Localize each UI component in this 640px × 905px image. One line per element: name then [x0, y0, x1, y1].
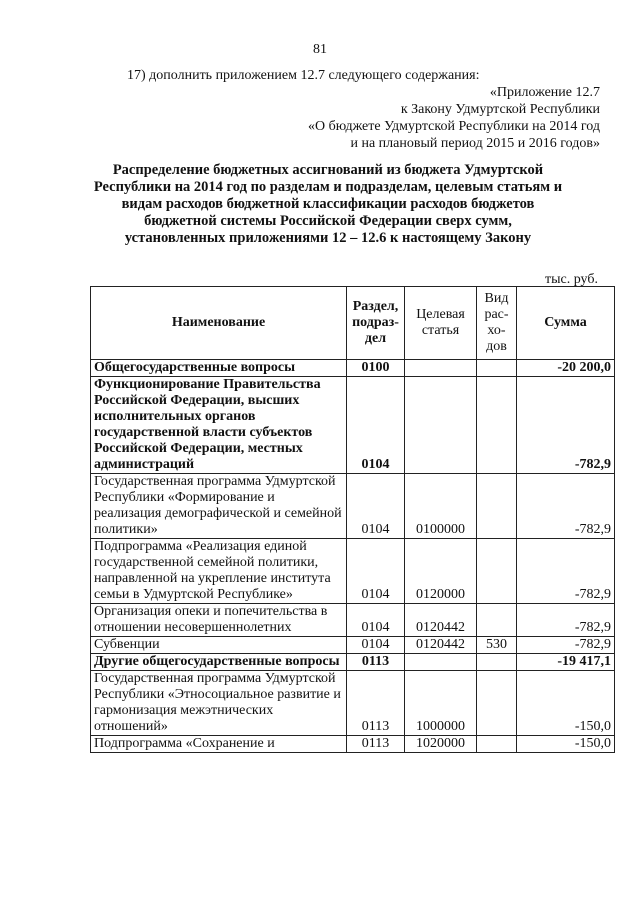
cell-name: Организация опеки и попечительства в отношении несовершеннолетних	[91, 604, 347, 637]
appendix-header	[308, 84, 600, 152]
cell-name: Государственная программа Удмуртской Республики «Этносоциальное развитие и гармонизация межэтнических отношений»	[91, 671, 347, 736]
cell-target: 0120000	[405, 539, 477, 604]
appendix-line: «О бюджете Удмуртской Республики на 2014 год	[307, 119, 600, 134]
table-row	[91, 604, 615, 637]
header-section: Раздел, подраз-дел	[347, 287, 405, 360]
cell-target: 0100000	[405, 474, 477, 539]
cell-section: 0104	[347, 377, 405, 474]
appendix-line: и на плановый период 2015 и 2016 годов»	[350, 136, 600, 151]
title-line: Распределение бюджетных ассигнований из бюджета Удмуртской	[112, 162, 544, 178]
cell-target	[405, 377, 477, 474]
cell-sum: -19 417,1	[517, 654, 615, 671]
cell-sum: -782,9	[517, 539, 615, 604]
cell-target: 0120442	[405, 604, 477, 637]
cell-kind	[477, 654, 517, 671]
table-row	[91, 474, 615, 539]
cell-name: Государственная программа Удмуртской Республики «Формирование и реализация демографической и семейной политики»	[91, 474, 347, 539]
cell-kind	[477, 671, 517, 736]
document-title	[88, 162, 568, 247]
cell-section: 0104	[347, 539, 405, 604]
table-header-row	[91, 287, 615, 360]
cell-kind	[477, 604, 517, 637]
intro-text: 17) дополнить приложением 12.7 следующего содержания:	[127, 68, 480, 83]
table-row	[91, 671, 615, 736]
header-name: Наименование	[91, 287, 347, 360]
title-line: видам расходов бюджетной классификации расходов бюджетов	[121, 196, 535, 212]
header-target: Целевая статья	[405, 287, 477, 360]
cell-sum: -20 200,0	[517, 360, 615, 377]
cell-kind	[477, 360, 517, 377]
cell-name: Подпрограмма «Реализация единой государственной семейной политики, направленной на укрепление института семьи в Удмуртской Республике»	[91, 539, 347, 604]
table-body	[91, 360, 615, 753]
table-row	[91, 539, 615, 604]
cell-target: 1000000	[405, 671, 477, 736]
cell-kind	[477, 736, 517, 753]
page-number: 81	[313, 42, 327, 57]
appendix-line: «Приложение 12.7	[489, 85, 600, 100]
cell-target: 1020000	[405, 736, 477, 753]
cell-sum: -782,9	[517, 474, 615, 539]
cell-name: Общегосударственные вопросы	[91, 360, 347, 377]
budget-table	[90, 286, 615, 753]
cell-name: Другие общегосударственные вопросы	[91, 654, 347, 671]
cell-kind	[477, 474, 517, 539]
appendix-line: к Закону Удмуртской Республики	[400, 102, 600, 117]
cell-section: 0113	[347, 736, 405, 753]
cell-name: Функционирование Правительства Российской Федерации, высших исполнительных органов государственной власти субъектов Российской Федерации, местных администраций	[91, 377, 347, 474]
cell-target	[405, 654, 477, 671]
cell-sum: -782,9	[517, 377, 615, 474]
cell-name: Подпрограмма «Сохранение и	[91, 736, 347, 753]
table-row	[91, 654, 615, 671]
cell-target	[405, 360, 477, 377]
table-row	[91, 736, 615, 753]
header-sum: Сумма	[517, 287, 615, 360]
cell-kind	[477, 377, 517, 474]
title-line: Республики на 2014 год по разделам и подразделам, целевым статьям и	[93, 179, 563, 195]
cell-name: Субвенции	[91, 637, 347, 654]
table-row	[91, 377, 615, 474]
cell-section: 0104	[347, 604, 405, 637]
title-line: установленных приложениями 12 – 12.6 к настоящему Закону	[124, 230, 532, 246]
cell-section: 0104	[347, 474, 405, 539]
cell-sum: -782,9	[517, 637, 615, 654]
cell-section: 0113	[347, 654, 405, 671]
cell-sum: -782,9	[517, 604, 615, 637]
cell-target: 0120442	[405, 637, 477, 654]
cell-kind: 530	[477, 637, 517, 654]
title-line: бюджетной системы Российской Федерации сверх сумм,	[144, 213, 512, 229]
cell-sum: -150,0	[517, 671, 615, 736]
table-row	[91, 360, 615, 377]
cell-kind	[477, 539, 517, 604]
cell-section: 0104	[347, 637, 405, 654]
table-row	[91, 637, 615, 654]
header-kind: Вид рас-хо-дов	[477, 287, 517, 360]
units-label: тыс. руб.	[545, 272, 598, 287]
cell-section: 0113	[347, 671, 405, 736]
cell-section: 0100	[347, 360, 405, 377]
cell-sum: -150,0	[517, 736, 615, 753]
